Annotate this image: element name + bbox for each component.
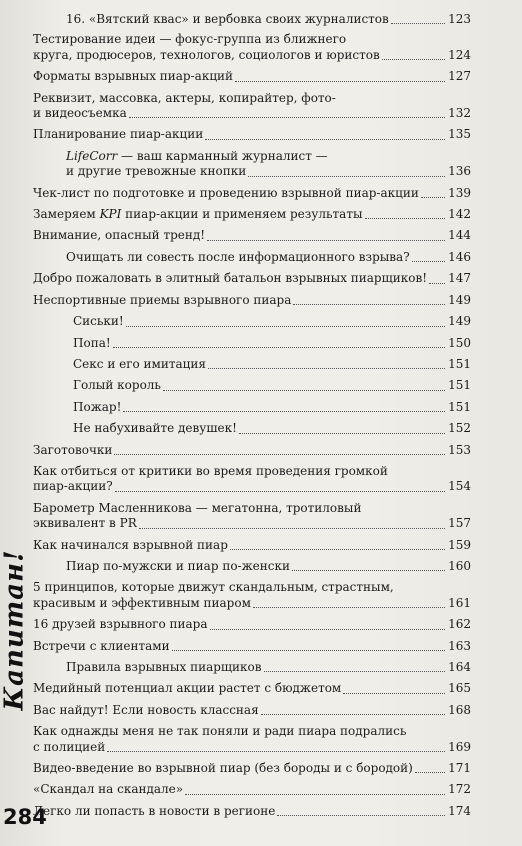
toc-entry-page: 124 bbox=[448, 47, 471, 62]
toc-entry bbox=[33, 681, 471, 696]
toc-entry-line bbox=[33, 782, 471, 797]
toc-entry-line bbox=[33, 538, 471, 553]
toc-entry bbox=[66, 559, 471, 574]
toc-entry-page: 164 bbox=[448, 660, 471, 674]
toc-entry-title: красивым и эффективным пиаром bbox=[33, 595, 251, 610]
toc-entry-page: 144 bbox=[448, 228, 471, 243]
toc-entry-page: 149 bbox=[448, 314, 471, 329]
toc-entry bbox=[33, 443, 471, 458]
toc-entry-title: Сиськи! bbox=[73, 314, 124, 329]
toc-entry-page: 127 bbox=[448, 69, 471, 84]
dot-leader bbox=[114, 453, 445, 455]
toc-entry-line bbox=[33, 443, 471, 458]
toc-entry-title: Не набухивайте девушек! bbox=[73, 421, 237, 436]
toc-entry bbox=[33, 580, 471, 611]
toc-entry-line bbox=[33, 479, 471, 494]
page-number: 284 bbox=[3, 805, 47, 829]
dot-leader bbox=[391, 22, 445, 24]
toc-entry bbox=[33, 703, 471, 718]
toc-entry bbox=[33, 639, 471, 654]
toc-entry-title: Замеряем KPI пиар-акции и применяем результаты bbox=[33, 207, 363, 222]
toc-entry-page: 151 bbox=[448, 399, 471, 414]
toc-entry-page: 174 bbox=[448, 803, 471, 818]
toc-entry-page: 163 bbox=[448, 638, 471, 653]
toc-entry-line bbox=[33, 761, 471, 776]
toc-entry-line bbox=[33, 596, 471, 611]
toc-entry-title-line: Барометр Масленникова — мегатонна, тротиловый bbox=[33, 500, 362, 515]
toc-entry-title: 16 друзей взрывного пиара bbox=[33, 617, 208, 632]
spine-label bbox=[2, 520, 28, 740]
toc-entry bbox=[33, 761, 471, 776]
toc-entry-title: Встречи с клиентами bbox=[33, 638, 170, 653]
toc-entry bbox=[73, 357, 471, 372]
dot-leader bbox=[277, 814, 445, 816]
toc-entry-title: круга, продюсеров, технологов, социологов и юристов bbox=[33, 47, 380, 62]
toc-entry bbox=[33, 91, 471, 122]
dot-leader bbox=[415, 771, 445, 773]
toc-entry-title-line: LifeCorr — ваш карманный журналист — bbox=[66, 148, 328, 163]
toc-entry bbox=[73, 378, 471, 393]
toc-entry-title: эквивалент в PR bbox=[33, 516, 137, 531]
toc-entry-line bbox=[73, 336, 471, 351]
toc-entry bbox=[33, 782, 471, 797]
toc-entry-title: Как начинался взрывной пиар bbox=[33, 537, 228, 552]
toc-entry-line bbox=[33, 271, 471, 286]
toc-entry-page: 136 bbox=[448, 164, 471, 179]
toc-entry-page: 169 bbox=[448, 739, 471, 754]
toc-entry bbox=[33, 69, 471, 84]
dot-leader bbox=[239, 432, 445, 434]
toc-entry-line bbox=[33, 69, 471, 84]
dot-leader bbox=[235, 80, 445, 82]
toc-entry-line bbox=[73, 357, 471, 372]
toc-entry bbox=[33, 501, 471, 532]
toc-entry-page: 147 bbox=[448, 271, 471, 286]
toc-entry-line bbox=[33, 48, 471, 63]
toc-entry-line bbox=[73, 314, 471, 329]
toc-entry-title-line: Реквизит, массовка, актеры, копирайтер, фото- bbox=[33, 90, 336, 105]
toc-entry bbox=[73, 421, 471, 436]
toc-entry-title: Медийный потенциал акции растет с бюджетом bbox=[33, 681, 342, 696]
toc-entry bbox=[66, 660, 471, 675]
toc-entry-line bbox=[33, 639, 471, 654]
toc-entry-line bbox=[33, 207, 471, 222]
toc-entry bbox=[33, 228, 471, 243]
dot-leader bbox=[139, 527, 445, 529]
toc-entry-line bbox=[33, 617, 471, 632]
toc-entry-page: 171 bbox=[448, 761, 471, 776]
toc-entry-page: 135 bbox=[448, 127, 471, 142]
toc-entry-page: 157 bbox=[448, 516, 471, 531]
bleed-through-text bbox=[472, 20, 518, 780]
dot-leader bbox=[343, 692, 445, 694]
toc-entry-page: 168 bbox=[448, 702, 471, 717]
dot-leader bbox=[129, 116, 445, 118]
toc-entry-title: Заготовочки bbox=[33, 442, 113, 457]
toc-entry-title: Голый король bbox=[73, 378, 161, 393]
toc-entry-title-line: Тестирование идеи — фокус-группа из ближнего bbox=[33, 32, 347, 47]
toc-entry bbox=[66, 12, 471, 27]
dot-leader bbox=[264, 670, 446, 672]
toc-entry-line bbox=[73, 378, 471, 393]
toc-entry-title-line: 5 принципов, которые движут скандальным, страстным, bbox=[33, 580, 394, 595]
toc-entry-title: Неспортивные приемы взрывного пиара bbox=[33, 292, 292, 307]
toc-entry bbox=[33, 724, 471, 755]
toc-entry bbox=[73, 336, 471, 351]
dot-leader bbox=[163, 389, 445, 391]
toc-entry-title: Планирование пиар-акции bbox=[33, 127, 204, 142]
toc-entry-line bbox=[66, 164, 471, 179]
dot-leader bbox=[261, 713, 445, 715]
toc-entry bbox=[33, 804, 471, 819]
dot-leader bbox=[107, 750, 445, 752]
dot-leader bbox=[208, 367, 445, 369]
toc-entry-title: Очищать ли совесть после информационного взрыва? bbox=[66, 249, 410, 264]
toc-entry-title: Добро пожаловать в элитный батальон взрывных пиарщиков! bbox=[33, 271, 428, 286]
toc-entry-line bbox=[66, 660, 471, 675]
table-of-contents bbox=[33, 12, 471, 825]
dot-leader bbox=[172, 649, 446, 651]
toc-entry-page: 153 bbox=[448, 442, 471, 457]
toc-entry-page: 161 bbox=[448, 595, 471, 610]
toc-entry-title: Легко ли попасть в новости в регионе bbox=[33, 803, 276, 818]
toc-entry-page: 149 bbox=[448, 292, 471, 307]
dot-leader bbox=[248, 175, 445, 177]
toc-entry-title: Чек-лист по подготовке и проведению взрывной пиар-акции bbox=[33, 185, 419, 200]
toc-entry-page: 162 bbox=[448, 617, 471, 632]
toc-entry bbox=[33, 186, 471, 201]
toc-entry-title: Вас найдут! Если новость классная bbox=[33, 702, 259, 717]
toc-entry-title: Правила взрывных пиарщиков bbox=[66, 660, 262, 674]
toc-entry-page: 152 bbox=[448, 421, 471, 436]
toc-entry-title: Форматы взрывных пиар-акций bbox=[33, 69, 234, 84]
toc-entry-line bbox=[33, 740, 471, 755]
dot-leader bbox=[210, 628, 446, 630]
toc-entry-line bbox=[33, 228, 471, 243]
toc-entry-line bbox=[33, 127, 471, 142]
toc-entry-title: Пожар! bbox=[73, 399, 122, 414]
toc-entry-line bbox=[73, 421, 471, 436]
toc-entry-page: 150 bbox=[448, 335, 471, 350]
dot-leader bbox=[205, 138, 445, 140]
toc-entry bbox=[73, 314, 471, 329]
toc-entry-title-line: Как отбиться от критики во время проведения громкой bbox=[33, 463, 388, 478]
toc-entry-line bbox=[66, 559, 471, 574]
toc-entry-line bbox=[33, 681, 471, 696]
dot-leader bbox=[253, 606, 445, 608]
dot-leader bbox=[412, 260, 445, 262]
toc-entry bbox=[33, 271, 471, 286]
toc-entry-title: 16. «Вятский квас» и вербовка своих журналистов bbox=[66, 12, 389, 26]
toc-entry-line bbox=[33, 804, 471, 819]
toc-entry bbox=[66, 149, 471, 180]
toc-entry-line bbox=[33, 106, 471, 121]
toc-entry bbox=[33, 207, 471, 222]
toc-entry-title-line: Как однажды меня не так поняли и ради пиара подрались bbox=[33, 724, 407, 739]
toc-entry-line bbox=[33, 293, 471, 308]
toc-entry-page: 151 bbox=[448, 356, 471, 371]
dot-leader bbox=[123, 410, 445, 412]
toc-entry-page: 142 bbox=[448, 207, 471, 222]
toc-entry bbox=[66, 250, 471, 265]
dot-leader bbox=[292, 569, 445, 571]
toc-entry bbox=[33, 127, 471, 142]
toc-entry bbox=[33, 293, 471, 308]
toc-entry-title: Попа! bbox=[73, 335, 111, 350]
toc-entry-page: 159 bbox=[448, 537, 471, 552]
toc-entry-title: и видеосъемка bbox=[33, 106, 127, 121]
toc-entry-page: 123 bbox=[448, 12, 471, 26]
dot-leader bbox=[115, 490, 445, 492]
toc-entry-title: «Скандал на скандале» bbox=[33, 782, 184, 797]
toc-entry-page: 154 bbox=[448, 479, 471, 494]
toc-entry bbox=[33, 464, 471, 495]
toc-entry-page: 165 bbox=[448, 681, 471, 696]
dot-leader bbox=[207, 239, 445, 241]
toc-entry-title: Внимание, опасный тренд! bbox=[33, 228, 206, 243]
dot-leader bbox=[429, 282, 445, 284]
dot-leader bbox=[113, 346, 445, 348]
dot-leader bbox=[382, 58, 445, 60]
toc-entry-title: пиар-акции? bbox=[33, 479, 113, 494]
dot-leader bbox=[421, 196, 445, 198]
toc-entry-page: 146 bbox=[448, 249, 471, 264]
toc-entry-line bbox=[33, 703, 471, 718]
toc-entry-title: Пиар по-мужски и пиар по-женски bbox=[66, 558, 290, 573]
toc-entry-title: Видео-введение во взрывной пиар (без бороды и с бородой) bbox=[33, 761, 413, 776]
dot-leader bbox=[126, 325, 445, 327]
toc-entry-page: 172 bbox=[448, 782, 471, 797]
spine-text: Капитан! bbox=[0, 549, 30, 711]
toc-entry-line bbox=[33, 516, 471, 531]
toc-entry bbox=[33, 32, 471, 63]
dot-leader bbox=[230, 548, 445, 550]
toc-entry-line bbox=[66, 250, 471, 265]
toc-entry-line bbox=[73, 400, 471, 415]
toc-entry-line bbox=[33, 186, 471, 201]
toc-entry-line bbox=[66, 12, 471, 27]
toc-entry-title: Секс и его имитация bbox=[73, 356, 206, 371]
dot-leader bbox=[293, 303, 445, 305]
toc-entry bbox=[73, 400, 471, 415]
toc-entry bbox=[33, 617, 471, 632]
toc-entry-page: 132 bbox=[448, 106, 471, 121]
dot-leader bbox=[365, 217, 446, 219]
toc-entry-page: 151 bbox=[448, 378, 471, 393]
toc-entry-title: с полицией bbox=[33, 739, 106, 754]
toc-entry-page: 139 bbox=[448, 185, 471, 200]
toc-entry bbox=[33, 538, 471, 553]
toc-entry-page: 160 bbox=[448, 558, 471, 573]
toc-entry-title: и другие тревожные кнопки bbox=[66, 164, 247, 179]
dot-leader bbox=[185, 793, 445, 795]
